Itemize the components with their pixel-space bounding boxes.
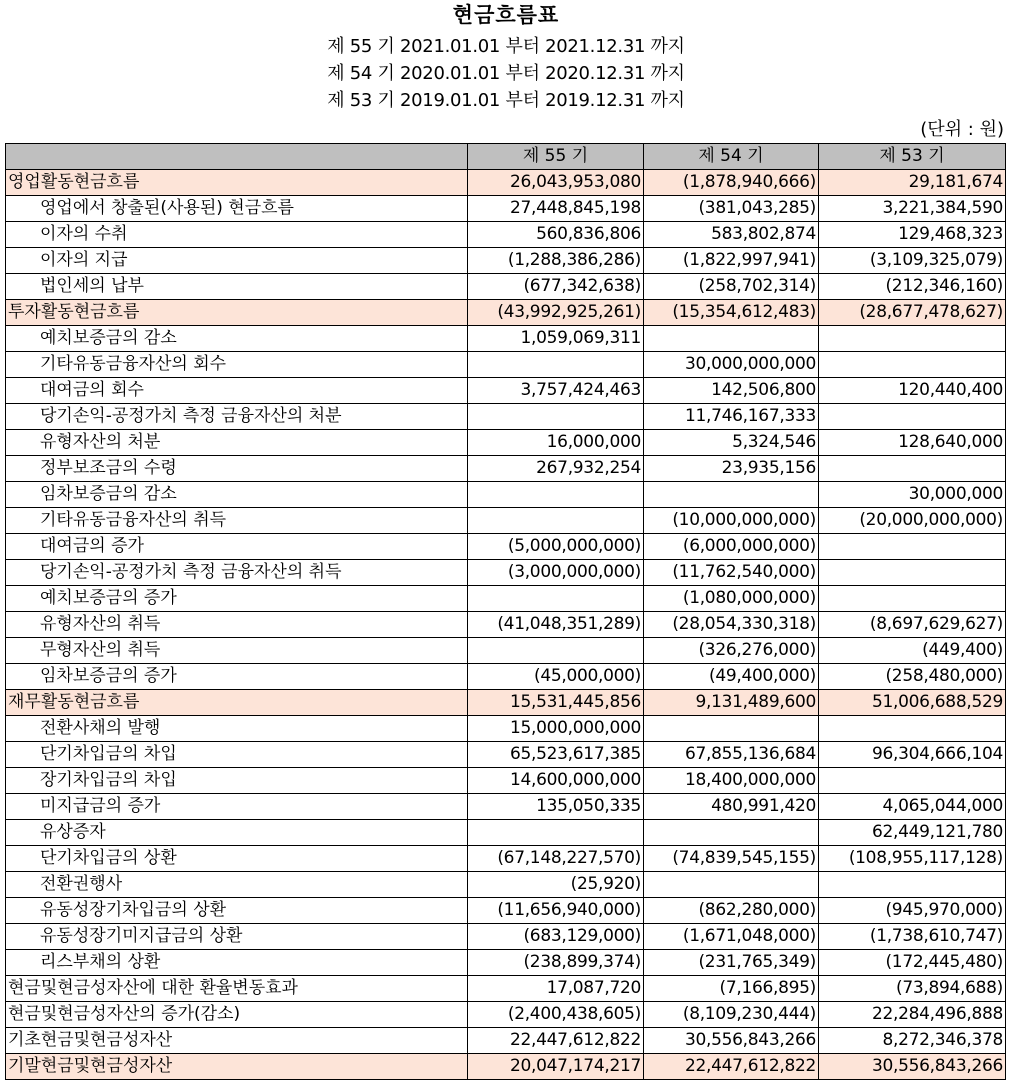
value-period-55: 3,757,424,463 [468,378,644,404]
table-row [6,508,1006,534]
value-period-54: (11,762,540,000) [644,560,819,586]
table-row [6,378,1006,404]
value-period-53: 51,006,688,529 [819,690,1006,716]
row-label: 기초현금및현금성자산 [6,1028,468,1054]
value-period-53: (1,738,610,747) [819,924,1006,950]
value-period-53 [819,326,1006,352]
row-label: 투자활동현금흐름 [6,300,468,326]
row-label: 유형자산의 처분 [6,430,468,456]
value-period-53 [819,768,1006,794]
table-row [6,794,1006,820]
value-period-54: 583,802,874 [644,222,819,248]
table-row [6,456,1006,482]
row-label: 리스부채의 상환 [6,950,468,976]
value-period-55: 16,000,000 [468,430,644,456]
table-row [6,950,1006,976]
table-row [6,586,1006,612]
table-row [6,768,1006,794]
value-period-55: (2,400,438,605) [468,1002,644,1028]
value-period-54: 30,556,843,266 [644,1028,819,1054]
row-label: 유형자산의 취득 [6,612,468,638]
value-period-54: 142,506,800 [644,378,819,404]
value-period-55: 22,447,612,822 [468,1028,644,1054]
value-period-54: (381,043,285) [644,196,819,222]
table-row [6,248,1006,274]
row-label: 장기차입금의 차입 [6,768,468,794]
value-period-54: (326,276,000) [644,638,819,664]
value-period-55: 1,059,069,311 [468,326,644,352]
table-body [6,170,1006,1080]
row-label: 당기손익-공정가치 측정 금융자산의 처분 [6,404,468,430]
value-period-54: 18,400,000,000 [644,768,819,794]
cash-flow-table [5,143,1006,1080]
value-period-55 [468,638,644,664]
value-period-55: (67,148,227,570) [468,846,644,872]
value-period-54: 5,324,546 [644,430,819,456]
value-period-53: (212,346,160) [819,274,1006,300]
value-period-53: (73,894,688) [819,976,1006,1002]
value-period-55: 14,600,000,000 [468,768,644,794]
value-period-54: 9,131,489,600 [644,690,819,716]
row-label: 현금및현금성자산의 증가(감소) [6,1002,468,1028]
value-period-54 [644,482,819,508]
value-period-54: 30,000,000,000 [644,352,819,378]
table-header-row [6,144,1006,170]
row-label: 대여금의 회수 [6,378,468,404]
value-period-55: (25,920) [468,872,644,898]
value-period-53: (258,480,000) [819,664,1006,690]
value-period-53: 22,284,496,888 [819,1002,1006,1028]
table-row [6,898,1006,924]
value-period-54: (1,822,997,941) [644,248,819,274]
value-period-53: 128,640,000 [819,430,1006,456]
value-period-55: (3,000,000,000) [468,560,644,586]
row-label: 기말현금및현금성자산 [6,1054,468,1080]
value-period-54 [644,872,819,898]
value-period-53: 4,065,044,000 [819,794,1006,820]
value-period-54: (8,109,230,444) [644,1002,819,1028]
value-period-54: (862,280,000) [644,898,819,924]
table-row [6,846,1006,872]
value-period-54 [644,326,819,352]
value-period-55 [468,586,644,612]
section-row [6,1054,1006,1080]
value-period-53: (20,000,000,000) [819,508,1006,534]
section-row [6,690,1006,716]
value-period-54: 11,746,167,333 [644,404,819,430]
value-period-55: 27,448,845,198 [468,196,644,222]
table-row [6,222,1006,248]
value-period-55: (677,342,638) [468,274,644,300]
value-period-55 [468,508,644,534]
row-label: 유동성장기미지급금의 상환 [6,924,468,950]
table-row [6,430,1006,456]
table-row [6,1028,1006,1054]
column-header-period-55: 제 55 기 [468,144,644,170]
page-title: 현금흐름표 [452,3,560,27]
row-label: 기타유동금융자산의 회수 [6,352,468,378]
value-period-55: (238,899,374) [468,950,644,976]
row-label: 정부보조금의 수령 [6,456,468,482]
value-period-55: 135,050,335 [468,794,644,820]
column-header-period-54: 제 54 기 [644,144,819,170]
row-label: 예치보증금의 감소 [6,326,468,352]
value-period-53: (172,445,480) [819,950,1006,976]
value-period-53 [819,560,1006,586]
table-row [6,560,1006,586]
value-period-53: 30,556,843,266 [819,1054,1006,1080]
value-period-55: 26,043,953,080 [468,170,644,196]
row-label: 법인세의 납부 [6,274,468,300]
value-period-53: (8,697,629,627) [819,612,1006,638]
row-label: 전환사채의 발행 [6,716,468,742]
row-label: 이자의 지급 [6,248,468,274]
value-period-55: (683,129,000) [468,924,644,950]
value-period-55: (5,000,000,000) [468,534,644,560]
section-row [6,300,1006,326]
value-period-55: (1,288,386,286) [468,248,644,274]
table-row [6,976,1006,1002]
value-period-53: 29,181,674 [819,170,1006,196]
value-period-55: 15,531,445,856 [468,690,644,716]
value-period-53: 3,221,384,590 [819,196,1006,222]
value-period-54: (1,080,000,000) [644,586,819,612]
value-period-54: (28,054,330,318) [644,612,819,638]
row-label: 단기차입금의 상환 [6,846,468,872]
value-period-55: 17,087,720 [468,976,644,1002]
period-line-54: 제 54 기 2020.01.01 부터 2020.12.31 까지 [327,63,685,84]
value-period-54 [644,820,819,846]
row-label: 임차보증금의 증가 [6,664,468,690]
value-period-55: 15,000,000,000 [468,716,644,742]
value-period-54: (15,354,612,483) [644,300,819,326]
value-period-54: 23,935,156 [644,456,819,482]
period-line-53: 제 53 기 2019.01.01 부터 2019.12.31 까지 [327,90,685,111]
value-period-54: (49,400,000) [644,664,819,690]
value-period-53: (108,955,117,128) [819,846,1006,872]
row-label: 영업활동현금흐름 [6,170,468,196]
table-row [6,482,1006,508]
value-period-54: 480,991,420 [644,794,819,820]
value-period-53: 129,468,323 [819,222,1006,248]
value-period-55: (43,992,925,261) [468,300,644,326]
value-period-54: (10,000,000,000) [644,508,819,534]
column-header-period-53: 제 53 기 [819,144,1006,170]
value-period-54: (258,702,314) [644,274,819,300]
value-period-54: (7,166,895) [644,976,819,1002]
table-row [6,742,1006,768]
table-row [6,924,1006,950]
table-row [6,274,1006,300]
value-period-55 [468,404,644,430]
value-period-53: 30,000,000 [819,482,1006,508]
row-label: 전환권행사 [6,872,468,898]
value-period-55 [468,352,644,378]
row-label: 무형자산의 취득 [6,638,468,664]
row-label: 영업에서 창출된(사용된) 현금흐름 [6,196,468,222]
unit-label: (단위 : 원) [920,119,1004,140]
table-row [6,196,1006,222]
value-period-54: 22,447,612,822 [644,1054,819,1080]
value-period-53: (3,109,325,079) [819,248,1006,274]
value-period-55 [468,820,644,846]
value-period-53: (28,677,478,627) [819,300,1006,326]
value-period-53 [819,872,1006,898]
table-row [6,352,1006,378]
row-label: 미지급금의 증가 [6,794,468,820]
table-row [6,664,1006,690]
value-period-55: (41,048,351,289) [468,612,644,638]
value-period-53 [819,456,1006,482]
value-period-54: (6,000,000,000) [644,534,819,560]
value-period-53 [819,716,1006,742]
value-period-55 [468,482,644,508]
table-row [6,716,1006,742]
value-period-55: 65,523,617,385 [468,742,644,768]
row-label: 현금및현금성자산에 대한 환율변동효과 [6,976,468,1002]
value-period-53: 62,449,121,780 [819,820,1006,846]
row-label: 이자의 수취 [6,222,468,248]
row-label: 예치보증금의 증가 [6,586,468,612]
period-line-55: 제 55 기 2021.01.01 부터 2021.12.31 까지 [327,36,685,57]
row-label: 임차보증금의 감소 [6,482,468,508]
row-label: 기타유동금융자산의 취득 [6,508,468,534]
row-label: 대여금의 증가 [6,534,468,560]
value-period-53: 120,440,400 [819,378,1006,404]
value-period-53: 8,272,346,378 [819,1028,1006,1054]
value-period-54: 67,855,136,684 [644,742,819,768]
value-period-55: (45,000,000) [468,664,644,690]
value-period-54: (1,671,048,000) [644,924,819,950]
value-period-55: 560,836,806 [468,222,644,248]
row-label: 유상증자 [6,820,468,846]
row-label: 유동성장기차입금의 상환 [6,898,468,924]
value-period-53 [819,586,1006,612]
value-period-53: (945,970,000) [819,898,1006,924]
value-period-55: 20,047,174,217 [468,1054,644,1080]
table-row [6,1002,1006,1028]
table-row [6,404,1006,430]
table-row [6,638,1006,664]
row-label: 단기차입금의 차입 [6,742,468,768]
table-row [6,872,1006,898]
value-period-53: (449,400) [819,638,1006,664]
value-period-54: (1,878,940,666) [644,170,819,196]
value-period-53 [819,352,1006,378]
value-period-53 [819,534,1006,560]
value-period-55: 267,932,254 [468,456,644,482]
table-row [6,534,1006,560]
value-period-55: (11,656,940,000) [468,898,644,924]
value-period-53: 96,304,666,104 [819,742,1006,768]
value-period-53 [819,404,1006,430]
column-header-label [6,144,468,170]
table-row [6,612,1006,638]
row-label: 재무활동현금흐름 [6,690,468,716]
value-period-54: (74,839,545,155) [644,846,819,872]
table-row [6,820,1006,846]
section-row [6,170,1006,196]
value-period-54 [644,716,819,742]
row-label: 당기손익-공정가치 측정 금융자산의 취득 [6,560,468,586]
value-period-54: (231,765,349) [644,950,819,976]
table-row [6,326,1006,352]
